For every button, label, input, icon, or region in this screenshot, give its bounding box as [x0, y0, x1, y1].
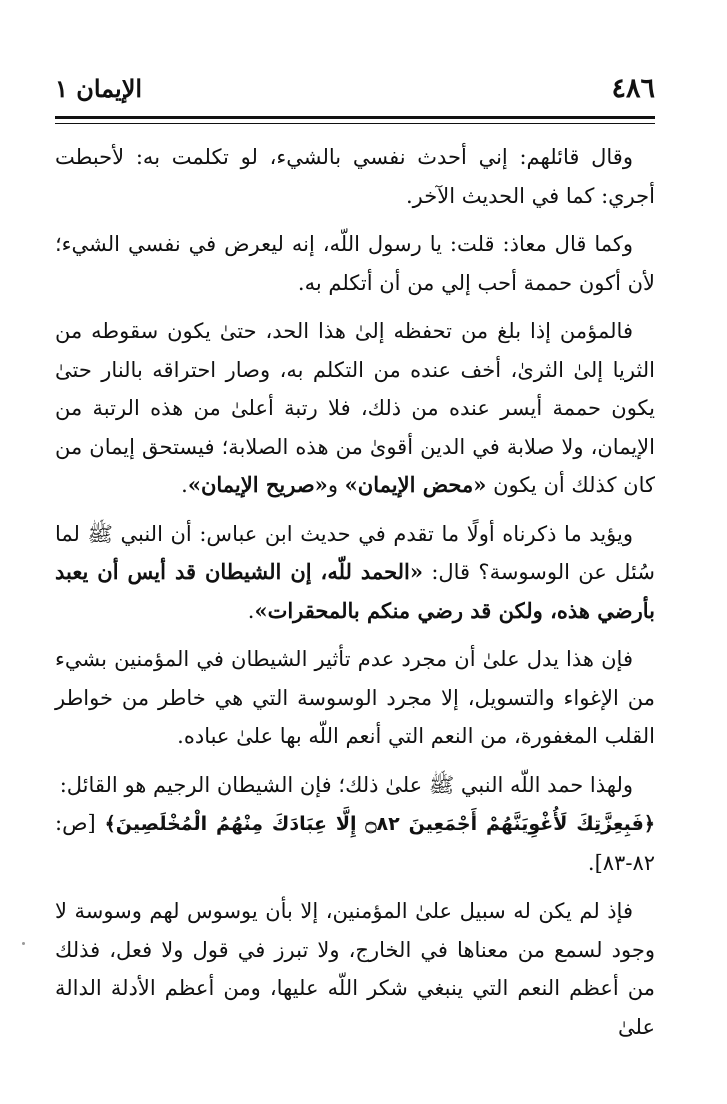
running-title: الإيمان ١	[55, 73, 143, 103]
paragraph-6-text: ولهذا حمد اللّه النبي ﷺ علىٰ ذلك؛ فإن الشيطان الرجيم هو القائل:	[59, 772, 633, 797]
quran-verse: ﴿فَبِعِزَّتِكَ لَأُغْوِيَنَّهُمْ أَجْمَعِينَ ۝٨٢ إِلَّا عِبَادَكَ مِنْهُمُ الْمُخْلَصِينَ﴾	[104, 813, 655, 835]
paragraph-3	[55, 312, 655, 505]
paragraph-3-text: فالمؤمن إذا بلغ من تحفظه إلىٰ هذا الحد، حتىٰ يكون سقوطه من الثريا إلىٰ الثرىٰ، أخف عنده من التكلم به، وصار احتراقه بالنار حتىٰ يكون حممة أيسر عنده من ذلك، فلا رتبة أعلىٰ من هذه الرتبة من الإيمان، ولا صلابة في الدين أقوىٰ من هذه الصلابة؛ فيستحق إيمان من كان كذلك أن يكون	[55, 319, 655, 497]
paragraph-7: فإذ لم يكن له سبيل علىٰ المؤمنين، إلا بأن يوسوس لهم وسوسة لا وجود لسمع من معناها في الخارج، ولا تبرز في قول ولا فعل، فذلك من أعظم النعم التي ينبغي شكر اللّه عليها، ومن أعظم الأدلة الدالة علىٰ	[55, 899, 655, 1039]
term-mahd-al-iman: «محض الإيمان»	[344, 472, 487, 497]
verse-reference: [ص: ٨٢-٨٣].	[55, 811, 655, 875]
header-rule-thin	[55, 123, 655, 124]
term-sarih-al-iman: «صريح الإيمان»	[187, 472, 328, 497]
page-number: ٤٨٦	[611, 72, 655, 104]
paragraph-5: فإن هذا يدل علىٰ أن مجرد عدم تأثير الشيطان في المؤمنين بشيء من الإغواء والتسويل، إلا مجرد الوسوسة التي هي خاطر من خواطر القلب المغفورة، من النعم التي أنعم اللّه بها علىٰ عباده.	[55, 647, 655, 748]
hadith-quote: «الحمد للّه، إن الشيطان قد أيس أن يعبد بأرضي هذه، ولكن قد رضي منكم بالمحقرات»	[55, 559, 655, 623]
paragraph-6	[55, 766, 655, 883]
paragraph-1: وقال قائلهم: إني أحدث نفسي بالشيء، لو تكلمت به: لأحبطت أجري: كما في الحديث الآخر.	[55, 145, 655, 208]
paragraph-4-text: ويؤيد ما ذكرناه أولًا ما تقدم في حديث ابن عباس: أن النبي ﷺ لما سُئل عن الوسوسة؟ قال:	[55, 521, 655, 584]
paragraph-3-end: .	[181, 473, 188, 497]
header-rule-thick	[55, 116, 655, 119]
body-text	[55, 138, 655, 1046]
paragraph-2: وكما قال معاذ: قلت: يا رسول اللّه، إنه ليعرض في نفسي الشيء؛ لأن أكون حممة أحب إلي من أن أتكلم به.	[55, 232, 655, 295]
page-header	[55, 68, 655, 108]
paragraph-4-end: .	[247, 598, 255, 623]
margin-speck	[22, 942, 25, 945]
paragraph-4	[55, 515, 655, 631]
term-joiner: و	[327, 473, 338, 497]
